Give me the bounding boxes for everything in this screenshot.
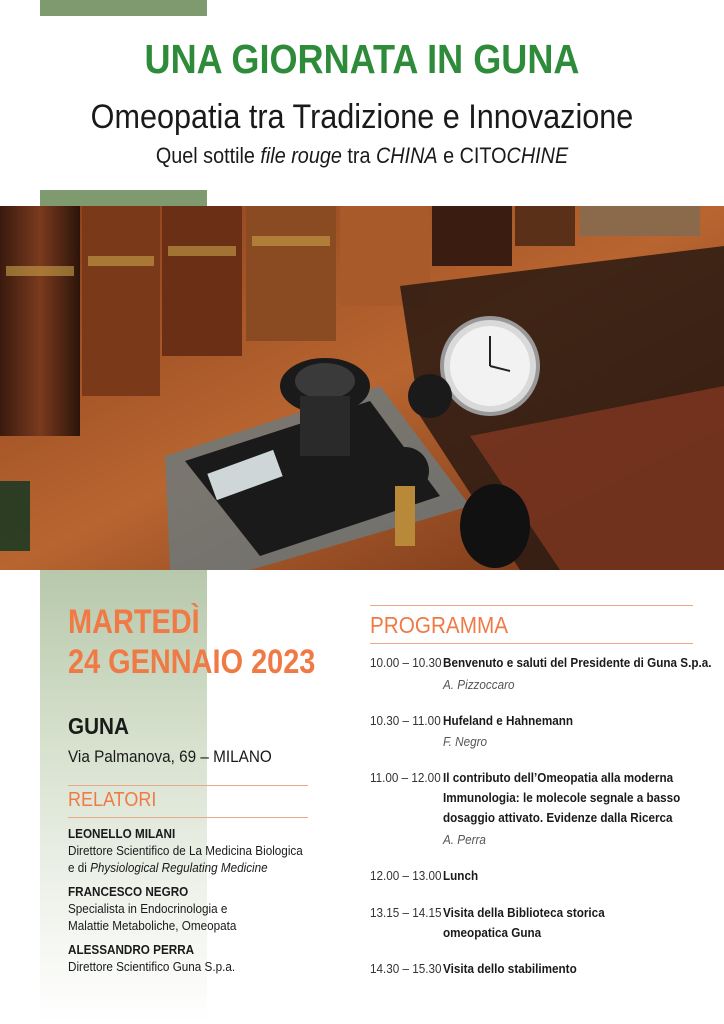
tagline-italic-2: CHINA	[375, 143, 438, 168]
program-speaker: A. Perra	[443, 832, 486, 847]
speaker-role	[68, 859, 268, 876]
speaker-role-italic: Physiological Regulating Medicine	[90, 860, 268, 875]
hero-illustration	[0, 206, 724, 570]
program-time: 12.00 – 13.00	[370, 868, 442, 883]
speaker-role-prefix: e di	[68, 860, 91, 875]
relatori-rule-bottom	[68, 817, 308, 818]
program-title: dosaggio attivato. Evidenze dalla Ricerca	[443, 810, 673, 825]
program-title: Immunologia: le molecole segnale a basso	[443, 790, 681, 805]
tagline-part-3: e CITO	[437, 143, 507, 168]
mid-accent-bar	[40, 190, 207, 206]
event-venue: GUNA	[68, 713, 129, 739]
speaker-name: FRANCESCO NEGRO	[68, 884, 189, 899]
speaker-role: Direttore Scientifico Guna S.p.a.	[68, 959, 236, 974]
top-accent-bar	[40, 0, 207, 16]
tagline-part-1: Quel sottile	[155, 143, 261, 168]
program-title: Lunch	[443, 868, 479, 883]
program-time: 11.00 – 12.00	[370, 770, 441, 785]
page-subtitle: Omeopatia tra Tradizione e Innovazione	[90, 98, 634, 136]
program-title: Visita dello stabilimento	[443, 961, 577, 976]
speaker-name: LEONELLO MILANI	[68, 826, 176, 841]
program-rule-top	[370, 605, 693, 606]
page-tagline	[36, 143, 688, 169]
speakers-heading: RELATORI	[68, 789, 157, 811]
speaker-role: Direttore Scientifico de La Medicina Biologica	[68, 843, 303, 858]
tagline-italic-3: CHINE	[506, 143, 569, 168]
tagline-italic-1: file rouge	[260, 143, 342, 168]
program-title: omeopatica Guna	[443, 925, 542, 940]
speaker-role: Malattie Metaboliche, Omeopata	[68, 918, 237, 933]
event-date: 24 GENNAIO 2023	[68, 643, 316, 681]
program-speaker: A. Pizzoccaro	[443, 677, 515, 692]
event-address: Via Palmanova, 69 – MILANO	[68, 747, 272, 766]
program-speaker: F. Negro	[443, 734, 488, 749]
program-title: Visita della Biblioteca storica	[443, 905, 605, 920]
program-time: 13.15 – 14.15	[370, 905, 442, 920]
hero-photo	[0, 206, 724, 570]
program-time: 14.30 – 15.30	[370, 961, 442, 976]
program-heading: PROGRAMMA	[370, 612, 509, 638]
program-rule-bottom	[370, 643, 693, 644]
program-title: Hufeland e Hahnemann	[443, 713, 574, 728]
speaker-role: Specialista in Endocrinologia e	[68, 901, 228, 916]
program-time: 10.00 – 10.30	[370, 655, 442, 670]
event-day: MARTEDÌ	[68, 603, 200, 641]
program-time: 10.30 – 11.00	[370, 713, 441, 728]
relatori-rule-top	[68, 785, 308, 786]
tagline-part-2: tra	[341, 143, 376, 168]
program-title: Il contributo dell’Omeopatia alla moderna	[443, 770, 674, 785]
program-title: Benvenuto e saluti del Presidente di Guna S.p.a.	[443, 655, 712, 670]
speaker-name: ALESSANDRO PERRA	[68, 942, 195, 957]
page-title: UNA GIORNATA IN GUNA	[144, 36, 580, 82]
